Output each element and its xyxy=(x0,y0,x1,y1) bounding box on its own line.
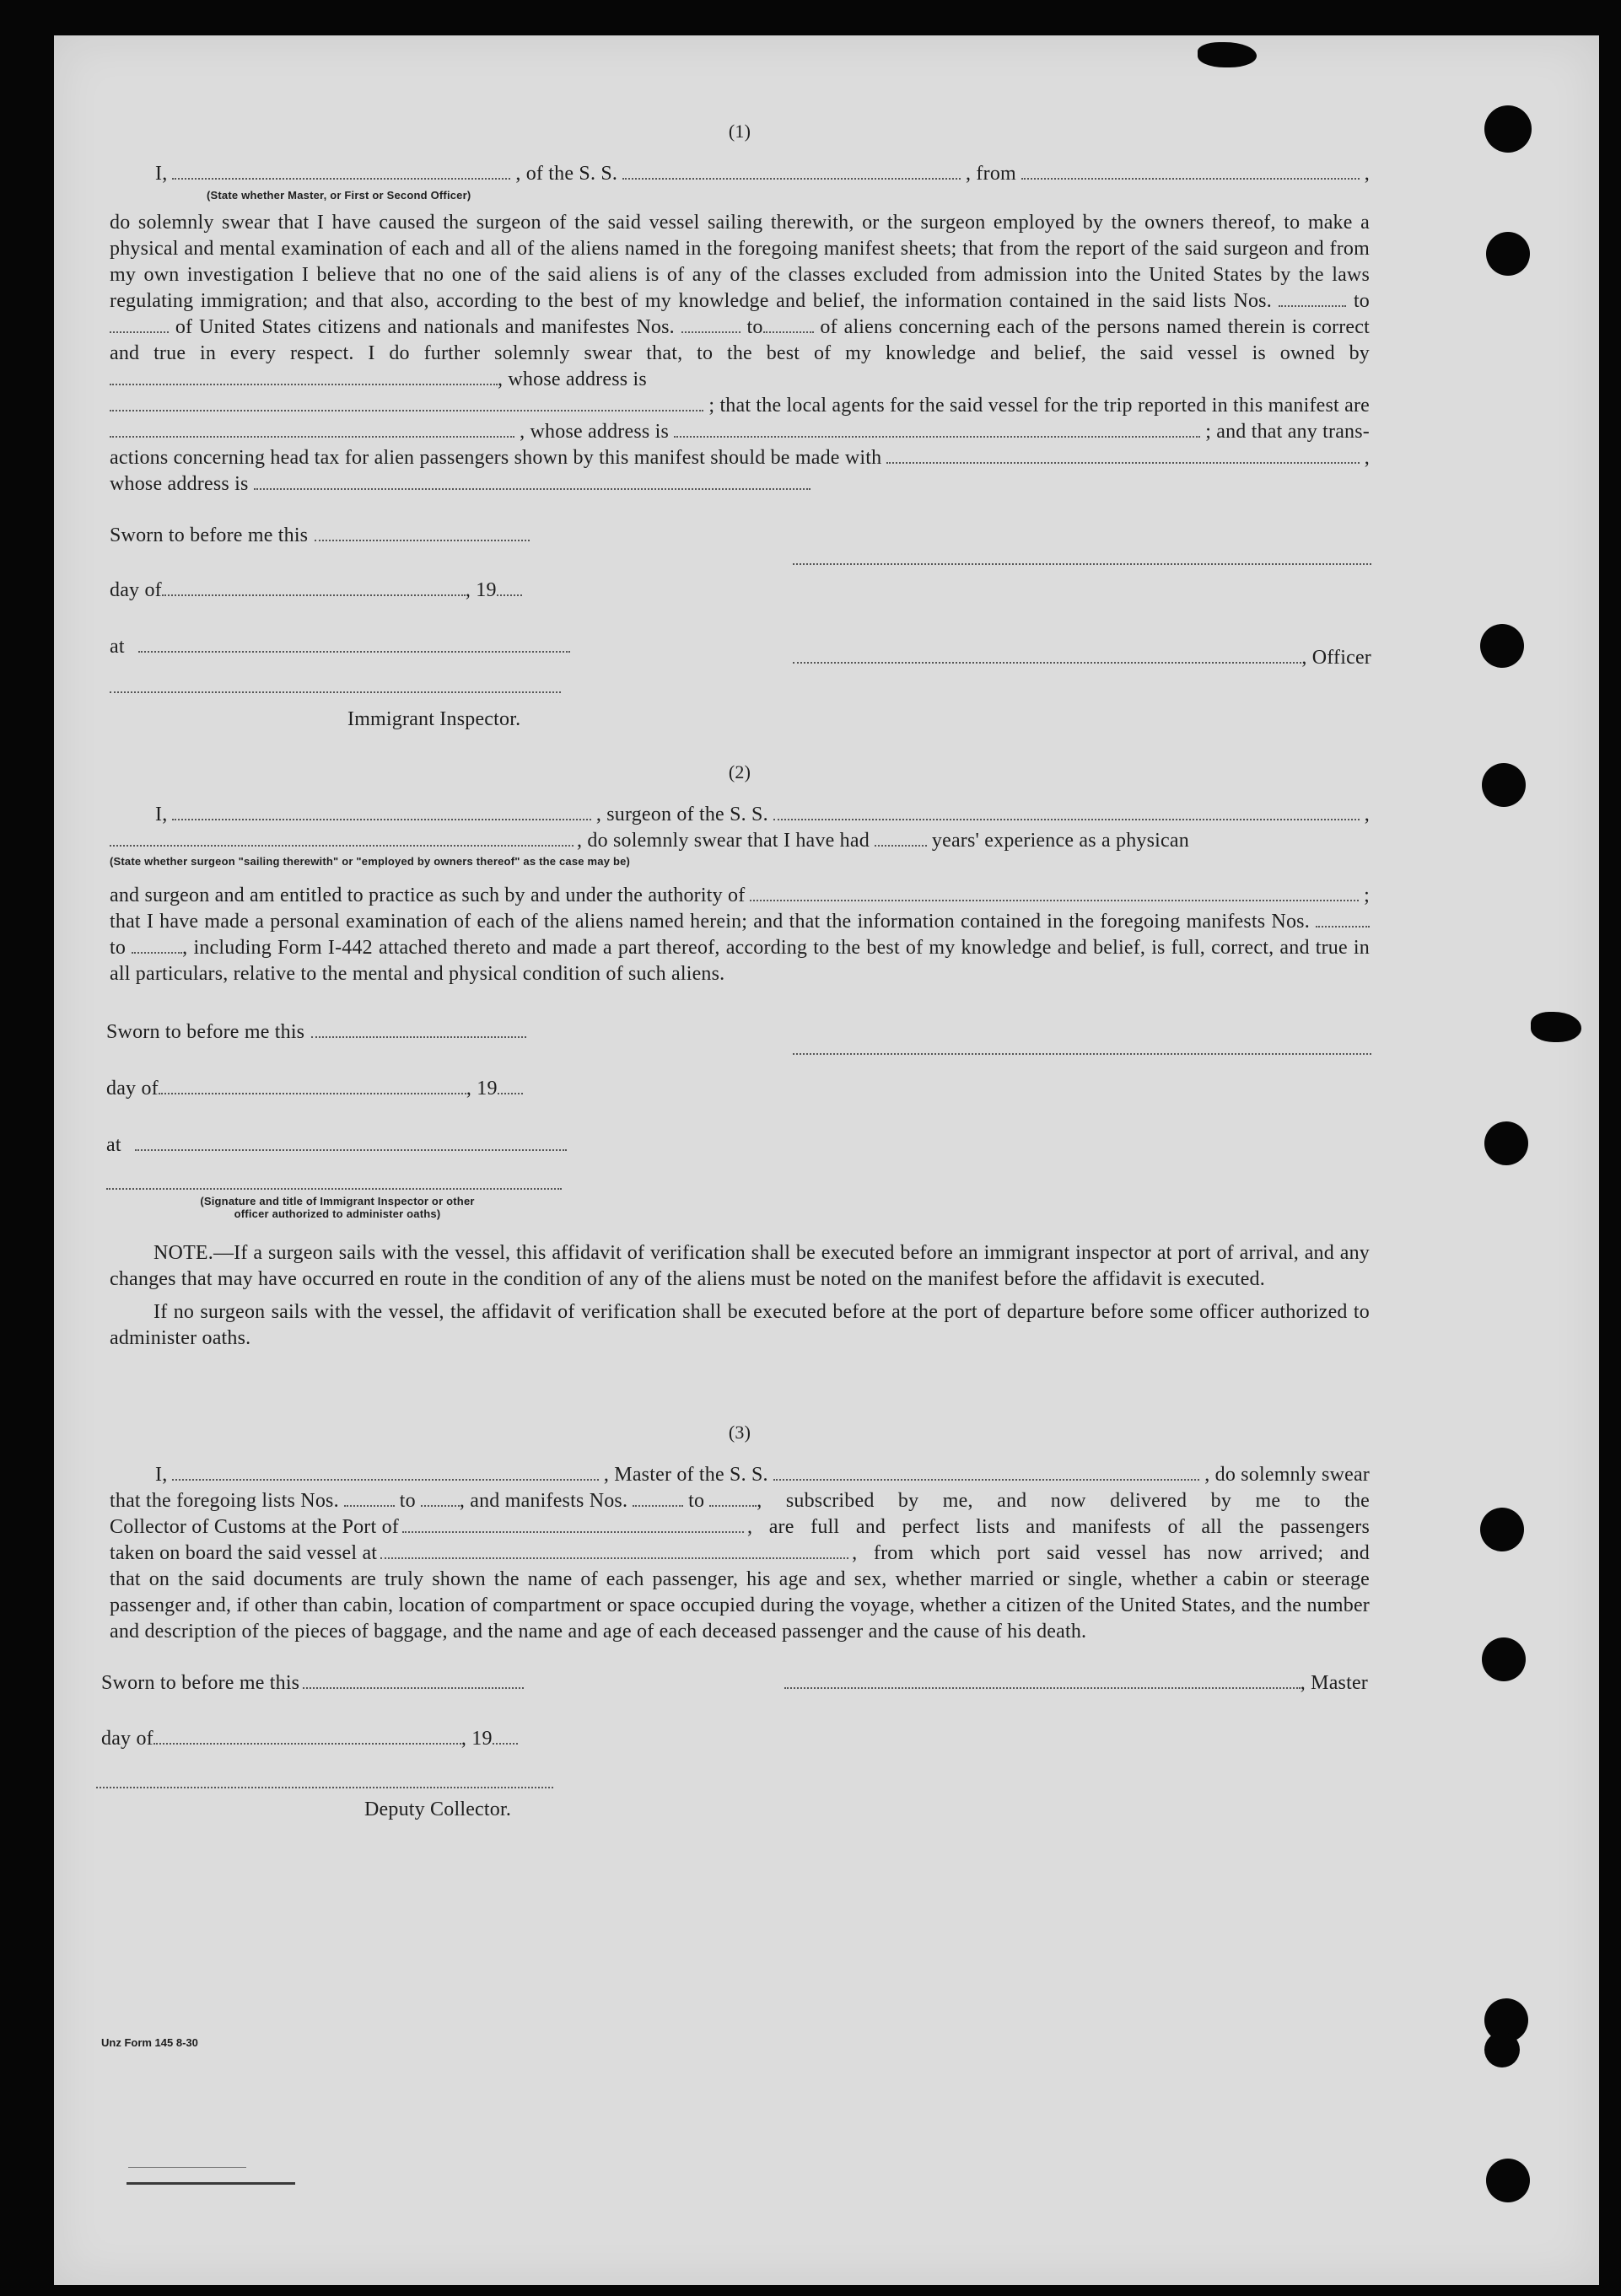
punch-hole xyxy=(1484,105,1532,153)
master-row xyxy=(784,1670,1368,1696)
officer-row xyxy=(793,645,1371,671)
surgeon-name-field[interactable] xyxy=(172,802,590,820)
manifests-to-field[interactable] xyxy=(709,1488,757,1507)
day-row xyxy=(106,1076,523,1102)
punch-hole xyxy=(1480,624,1524,668)
semicolon: ; xyxy=(1364,885,1370,906)
text-from: , from xyxy=(966,163,1016,185)
section-1-text-2: of United States citizens and nationals and manifestes Nos. xyxy=(175,316,675,338)
section-2-paragraph xyxy=(110,909,1370,987)
page-tear xyxy=(1198,42,1257,67)
text-sworn: Sworn to before me this xyxy=(101,1672,300,1694)
note-paragraph-1: NOTE.—If a surgeon sails with the vessel, this affidavit of verification shall be executed before an immigrant inspector at port of arrival, and any changes that may have occurred en route in the condition of any of the aliens must be noted on the manifest before the affidavit is executed. xyxy=(110,1242,1370,1290)
manifests-from-field[interactable] xyxy=(633,1488,683,1507)
section-1-signature-block xyxy=(110,523,1370,750)
authority-field[interactable] xyxy=(750,883,1359,901)
signature-caption-line-1: (Signature and title of Immigrant Inspector or other xyxy=(200,1195,475,1207)
sworn-date-field[interactable] xyxy=(315,523,530,541)
text-day-of: day of xyxy=(101,1728,153,1750)
text-i: I, xyxy=(155,163,168,185)
sworn-row xyxy=(106,1019,526,1046)
text-foregoing-lists: that the foregoing lists Nos. xyxy=(110,1490,339,1512)
surgeon-caption: (State whether surgeon "sailing therewith" or "employed by owners thereof" as the case may be) xyxy=(110,855,631,868)
text-sworn: Sworn to before me this xyxy=(106,1021,305,1043)
manifests-to-field[interactable] xyxy=(132,935,182,954)
at-row xyxy=(110,634,570,660)
at-field[interactable] xyxy=(135,1132,567,1151)
text-to: to xyxy=(110,937,127,959)
decorative-rule xyxy=(127,2182,295,2185)
surgeon-vessel-field[interactable] xyxy=(773,802,1360,820)
section-1-line-address xyxy=(110,471,1370,497)
affidavit-content xyxy=(101,110,1371,1873)
vessel-name-field[interactable] xyxy=(622,161,961,180)
year-field[interactable] xyxy=(498,1076,523,1094)
surgeon-signature-line[interactable] xyxy=(793,1036,1371,1055)
years-field[interactable] xyxy=(875,828,927,847)
text-taken-on-board: taken on board the said vessel at xyxy=(110,1542,378,1564)
section-2-text-2: , including Form I-442 attached thereto and made a part thereof, according to the best of my knowledge and belief, is full, correct, and true in all particulars, relative to the mental and physical condition of such aliens. xyxy=(110,937,1370,985)
text-to: to xyxy=(1353,290,1371,312)
day-field[interactable] xyxy=(153,1726,461,1745)
section-3-signature-block xyxy=(101,1670,1370,1873)
manifests-to-field[interactable] xyxy=(763,315,814,333)
comma: , xyxy=(1364,163,1370,185)
at-row xyxy=(106,1132,567,1159)
text-at: at xyxy=(106,1134,121,1156)
agents-field[interactable] xyxy=(110,419,514,438)
section-1-line-agent-address xyxy=(110,419,1370,445)
text-day-of: day of xyxy=(106,1078,159,1100)
lists-to-field[interactable] xyxy=(110,315,169,333)
text-i: I, xyxy=(155,1464,168,1486)
from-port-field[interactable] xyxy=(1021,161,1360,180)
day-row xyxy=(110,578,522,604)
head-tax-contact-field[interactable] xyxy=(886,445,1359,464)
collector-signature-line[interactable] xyxy=(96,1770,553,1788)
section-3-line-2 xyxy=(110,1488,1370,1514)
text-and-manifests: , and manifests Nos. xyxy=(459,1490,628,1512)
section-2-number: (2) xyxy=(728,761,751,782)
decorative-rule xyxy=(128,2167,246,2168)
text-at: at xyxy=(110,636,125,658)
text-master: , Master xyxy=(1300,1672,1368,1694)
officer-caption: (State whether Master, or First or Second Officer) xyxy=(207,189,471,202)
punch-hole xyxy=(1486,2159,1530,2202)
text-whose-address: , whose address is xyxy=(498,368,647,390)
manifests-from-field[interactable] xyxy=(681,315,740,333)
text-subscribed: , subscribed by me, and now delivered by me to the xyxy=(757,1490,1370,1512)
immigrant-inspector-label: Immigrant Inspector. xyxy=(347,708,521,730)
text-year: , 19 xyxy=(460,1728,493,1750)
manifests-from-field[interactable] xyxy=(1316,909,1370,928)
agents-address-field[interactable] xyxy=(674,419,1200,438)
text-to: to xyxy=(688,1490,705,1512)
signature-caption-line-2: officer authorized to administer oaths) xyxy=(234,1207,441,1220)
section-2-text-1: that I have made a personal examination of each of the aliens named herein; and that the information contained in the foregoing manifests Nos. xyxy=(110,911,1310,933)
text-whose-address: whose address is xyxy=(110,473,249,495)
punch-hole xyxy=(1480,1508,1524,1551)
text-of-the-ss: , of the S. S. xyxy=(515,163,618,185)
comma: , xyxy=(1364,447,1370,469)
lists-from-field[interactable] xyxy=(344,1488,395,1507)
section-1-number: (1) xyxy=(728,121,751,142)
section-3-line-3 xyxy=(110,1514,1370,1541)
punch-hole xyxy=(1482,1637,1526,1681)
surgeon-type-field[interactable] xyxy=(110,828,574,847)
owner-address-field[interactable] xyxy=(110,393,703,411)
officer-signature-field[interactable] xyxy=(793,645,1301,664)
text-head-tax: actions concerning head tax for alien passengers shown by this manifest should be made with xyxy=(110,447,882,469)
section-1-paragraph xyxy=(110,210,1370,393)
section-1-text-1: do solemnly swear that I have caused the surgeon of the said vessel sailing therewith, or the surgeon employed by the owners thereof, to make a physical and mental examination of each and all of the aliens named in the foregoing manifest sheets; that from the report of the said surgeon and from my own investigation I believe that no one of the said aliens is of any of the classes excluded from admission into the United States by the laws regulating immigration; and that also, according to the best of my knowledge and belief, the information contained in the said lists Nos. xyxy=(110,212,1370,312)
text-authority: and surgeon and am entitled to practice as such by and under the authority of xyxy=(110,885,746,906)
lists-from-field[interactable] xyxy=(1279,288,1346,307)
officer-signature-line[interactable] xyxy=(793,546,1371,565)
section-2-line-1 xyxy=(110,802,1370,828)
text-do-solemnly-swear: , do solemnly swear that I have had xyxy=(577,830,870,852)
section-2-signature-block xyxy=(106,1019,1370,1222)
text-master-of: , Master of the S. S. xyxy=(603,1464,768,1486)
text-to: to xyxy=(399,1490,416,1512)
punch-hole xyxy=(1484,2032,1520,2067)
text-sworn: Sworn to before me this xyxy=(110,524,309,546)
section-3-line-4 xyxy=(110,1541,1370,1567)
at-field[interactable] xyxy=(138,634,570,653)
officer-name-field[interactable] xyxy=(172,161,510,180)
sworn-date-field[interactable] xyxy=(303,1670,524,1689)
section-3-number: (3) xyxy=(728,1422,751,1443)
text-years-experience: years' experience as a physican xyxy=(931,830,1189,852)
text-whose-address: , whose address is xyxy=(520,421,670,443)
comma: , xyxy=(1364,804,1370,825)
sworn-date-field[interactable] xyxy=(311,1019,526,1038)
section-2-line-3 xyxy=(110,883,1370,909)
text-year: , 19 xyxy=(465,579,497,601)
day-row xyxy=(101,1726,518,1752)
section-1-line-agents xyxy=(110,393,1370,419)
year-field[interactable] xyxy=(497,578,522,596)
sworn-row xyxy=(110,523,530,549)
day-field[interactable] xyxy=(162,578,466,596)
port-field[interactable] xyxy=(402,1514,744,1533)
text-year: , 19 xyxy=(466,1078,498,1100)
text-and-any: ; and that any trans- xyxy=(1205,421,1370,443)
form-number: Unz Form 145 8-30 xyxy=(101,2036,198,2049)
master-name-field[interactable] xyxy=(172,1462,598,1481)
text-arrived: , from which port said vessel has now arrived; and xyxy=(852,1542,1370,1564)
head-tax-address-field[interactable] xyxy=(254,471,810,490)
punch-hole xyxy=(1486,232,1530,276)
punch-hole xyxy=(1482,763,1526,807)
text-collector: Collector of Customs at the Port of xyxy=(110,1516,399,1538)
owner-field[interactable] xyxy=(110,367,498,385)
text-to: to xyxy=(746,316,763,338)
signature-caption xyxy=(110,1195,565,1220)
page-tear xyxy=(1531,1012,1581,1042)
text-day-of: day of xyxy=(110,579,162,601)
section-1-text-3: of aliens concerning each of the persons named therein is correct and true in every respect. I do further solemnly swear that, to the best of my knowledge and belief, the said vessel is owned by xyxy=(110,316,1371,364)
text-full-lists: , are full and perfect lists and manifests of all the passengers xyxy=(746,1516,1370,1538)
sworn-row xyxy=(101,1670,524,1696)
punch-hole xyxy=(1484,1121,1528,1165)
text-officer: , Officer xyxy=(1301,647,1371,669)
text-do-solemnly-swear: , do solemnly swear xyxy=(1204,1464,1370,1486)
text-surgeon-of: , surgeon of the S. S. xyxy=(595,804,768,825)
inspector-signature-line[interactable] xyxy=(110,675,561,693)
note-paragraph-2: If no surgeon sails with the vessel, the affidavit of verification shall be executed before at the port of departure before some officer authorized to administer oaths. xyxy=(110,1301,1370,1349)
year-field[interactable] xyxy=(493,1726,518,1745)
text-local-agents: ; that the local agents for the said vessel for the trip reported in this manifest are xyxy=(708,395,1370,417)
master-signature-field[interactable] xyxy=(784,1670,1301,1689)
section-1-line-head-tax xyxy=(110,445,1370,471)
master-vessel-field[interactable] xyxy=(773,1462,1199,1481)
section-3-line-1 xyxy=(110,1462,1370,1488)
text-i: I, xyxy=(155,804,168,825)
section-3-paragraph: that on the said documents are truly shown the name of each passenger, his age and sex, whether married or single, whether a cabin or steerage passenger and, if other than cabin, location of compartment or space occupied during the voyage, whether a citizen of the United States, and the number and description of the pieces of baggage, and the name and age of each deceased passenger and the cause of his death. xyxy=(110,1568,1370,1643)
lists-to-field[interactable] xyxy=(421,1488,460,1507)
deputy-collector-label: Deputy Collector. xyxy=(364,1799,512,1820)
day-field[interactable] xyxy=(159,1076,466,1094)
departure-port-field[interactable] xyxy=(380,1541,848,1559)
inspector-signature-line[interactable] xyxy=(106,1171,562,1190)
